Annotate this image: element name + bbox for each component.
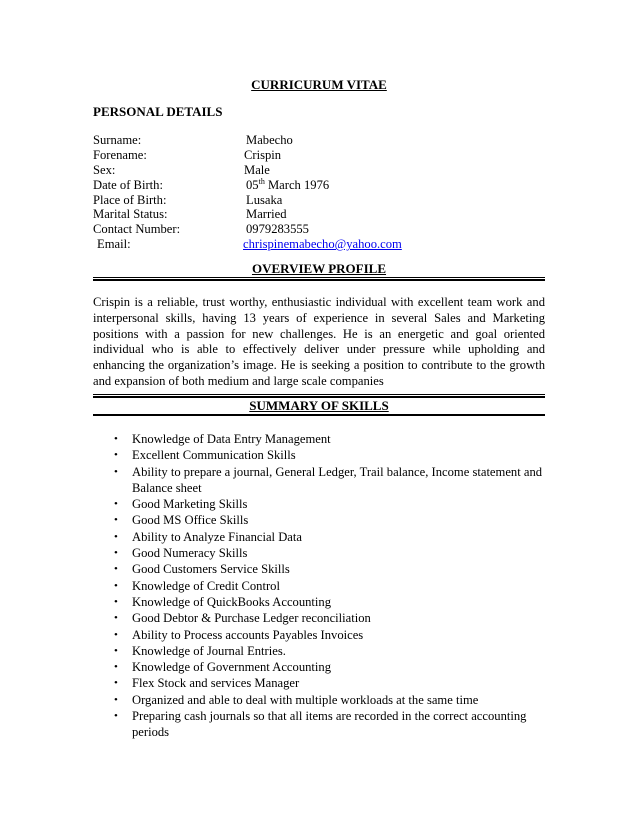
list-item bbox=[0, 692, 544, 708]
skill-text: Knowledge of Credit Control bbox=[132, 578, 280, 593]
bullet-icon: • bbox=[114, 595, 118, 608]
detail-row-place-of-birth bbox=[93, 193, 553, 208]
list-item bbox=[0, 496, 544, 512]
detail-label: Email: bbox=[97, 237, 131, 252]
bullet-icon: • bbox=[114, 661, 118, 674]
skill-text: Ability to prepare a journal, General Ledger, Trail balance, Income statement and Balance sheet bbox=[132, 464, 543, 495]
detail-label: Forename: bbox=[93, 147, 147, 162]
skill-text: Good Customers Service Skills bbox=[132, 562, 290, 577]
skill-text: Good Debtor & Purchase Ledger reconciliation bbox=[132, 611, 371, 626]
bullet-icon: • bbox=[114, 628, 118, 641]
skill-text: Organized and able to deal with multiple workloads at the same time bbox=[132, 692, 479, 707]
overview-heading: OVERVIEW PROFILE bbox=[251, 261, 387, 276]
bullet-icon: • bbox=[114, 677, 118, 690]
detail-row-contact-number bbox=[93, 222, 553, 237]
detail-label: Date of Birth: bbox=[93, 177, 163, 192]
skill-text: Good Numeracy Skills bbox=[132, 546, 248, 561]
detail-value: Mabecho bbox=[246, 133, 293, 147]
list-item bbox=[0, 708, 544, 741]
bullet-icon: • bbox=[114, 449, 118, 462]
list-item bbox=[0, 545, 544, 561]
list-item bbox=[0, 512, 544, 528]
list-item bbox=[0, 627, 544, 643]
detail-value: Lusaka bbox=[246, 192, 283, 207]
bullet-icon: • bbox=[114, 710, 118, 723]
skill-text: Knowledge of Journal Entries. bbox=[132, 643, 286, 658]
birth-month-year: March 1976 bbox=[264, 177, 330, 192]
bullet-icon: • bbox=[114, 612, 118, 625]
detail-row-forename bbox=[93, 148, 553, 163]
email-link[interactable]: chrispinemabecho@yahoo.com bbox=[243, 237, 402, 252]
bullet-icon: • bbox=[114, 514, 118, 527]
list-item bbox=[0, 610, 544, 626]
skill-text: Preparing cash journals so that all items are recorded in the correct accounting periods bbox=[132, 709, 527, 740]
list-item bbox=[0, 675, 544, 691]
detail-label: Contact Number: bbox=[93, 222, 181, 237]
skill-text: Good Marketing Skills bbox=[132, 497, 248, 512]
detail-label: Sex: bbox=[93, 162, 116, 177]
bullet-icon: • bbox=[114, 563, 118, 576]
section-divider bbox=[93, 277, 545, 281]
list-item bbox=[0, 578, 544, 594]
list-item bbox=[0, 594, 544, 610]
personal-details-heading: PERSONAL DETAILS bbox=[93, 104, 223, 119]
detail-label: Place of Birth: bbox=[93, 192, 167, 207]
bullet-icon: • bbox=[114, 498, 118, 511]
bullet-icon: • bbox=[114, 693, 118, 706]
skill-text: Knowledge of Data Entry Management bbox=[132, 432, 331, 446]
skill-text: Knowledge of Government Accounting bbox=[132, 660, 332, 675]
skill-text: Good MS Office Skills bbox=[132, 513, 249, 528]
overview-section-header bbox=[93, 261, 545, 277]
detail-value: Male bbox=[244, 162, 270, 177]
skills-heading: SUMMARY OF SKILLS bbox=[249, 398, 389, 413]
personal-details bbox=[93, 133, 553, 252]
detail-value bbox=[243, 237, 402, 252]
detail-row-sex bbox=[93, 163, 553, 178]
list-item bbox=[0, 464, 544, 497]
skills-section-header bbox=[93, 398, 545, 414]
bullet-icon: • bbox=[114, 433, 118, 445]
bullet-icon: • bbox=[114, 579, 118, 592]
detail-label: Marital Status: bbox=[93, 207, 168, 222]
detail-row-surname bbox=[93, 133, 553, 148]
detail-label: Surname: bbox=[93, 133, 142, 147]
bullet-icon: • bbox=[114, 644, 118, 657]
skill-text: Knowledge of QuickBooks Accounting bbox=[132, 594, 332, 609]
detail-value: 0979283555 bbox=[246, 222, 309, 237]
detail-row-date-of-birth bbox=[93, 178, 553, 193]
list-item bbox=[0, 643, 544, 659]
detail-value bbox=[246, 178, 329, 193]
bullet-icon: • bbox=[114, 547, 118, 560]
section-divider bbox=[93, 414, 545, 416]
detail-row-marital-status bbox=[93, 207, 553, 222]
skills-list bbox=[0, 431, 638, 741]
list-item bbox=[0, 659, 544, 675]
detail-value: Crispin bbox=[244, 147, 282, 162]
skill-text: Flex Stock and services Manager bbox=[132, 676, 300, 691]
skill-text: Ability to Analyze Financial Data bbox=[132, 529, 302, 544]
list-item bbox=[0, 447, 544, 463]
birth-day: 05 bbox=[246, 177, 259, 192]
bullet-icon: • bbox=[114, 530, 118, 543]
document-title: CURRICURUM VITAE bbox=[251, 77, 387, 92]
section-divider bbox=[93, 394, 545, 398]
skill-text: Excellent Communication Skills bbox=[132, 448, 296, 463]
detail-value: Married bbox=[246, 207, 287, 222]
birth-day-suffix: th bbox=[258, 176, 265, 186]
bullet-icon: • bbox=[114, 465, 118, 478]
list-item bbox=[0, 431, 544, 447]
overview-paragraph: Crispin is a reliable, trust worthy, enthusiastic individual with excellent team work and interpersonal skills, having 13 years of experience in several Sales and Marketing positions with a passion for new challenges. He is an energetic and goal oriented individual who is able to effectively deliver under pressure while upholding and enhancing the organization’s image. He is seeking a position to contribute to the growth and expansion of both medium and large scale companies bbox=[93, 295, 545, 388]
skill-text: Ability to Process accounts Payables Invoices bbox=[132, 627, 364, 642]
list-item bbox=[0, 561, 544, 577]
list-item bbox=[0, 529, 544, 545]
detail-row-email bbox=[93, 237, 553, 252]
